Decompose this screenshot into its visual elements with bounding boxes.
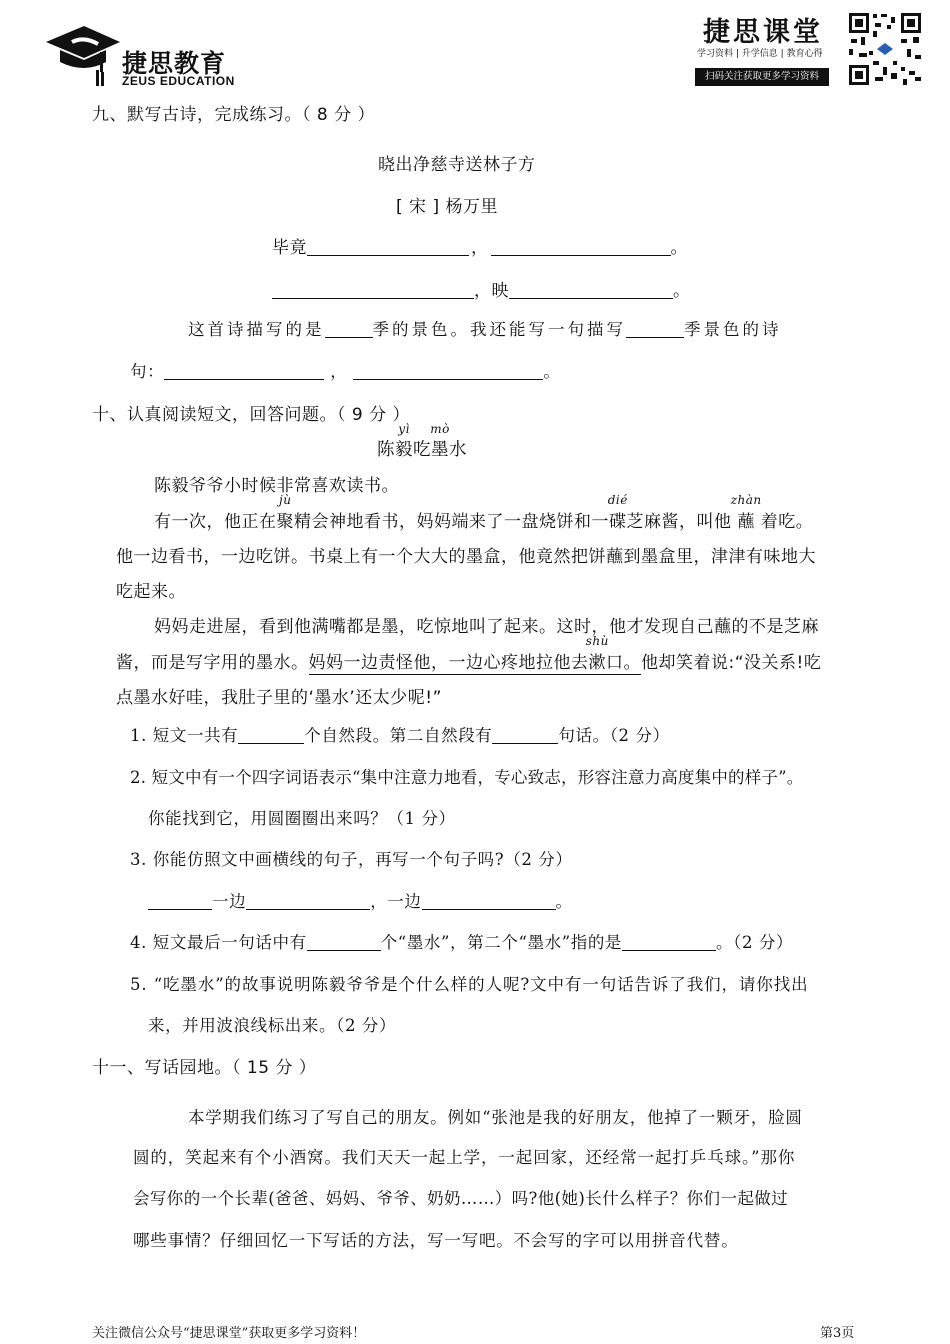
section-10-heading: 十、认真阅读短文，回答问题。（ 9 分 ） — [92, 405, 411, 425]
section-9-heading: 九、默写古诗，完成练习。（ 8 分 ） — [92, 105, 376, 125]
blank-field[interactable] — [246, 893, 370, 911]
passage-p2-line-2: 他一边看书，一边吃饼。书桌上有一个大大的墨盒，他竟然把饼蘸到墨盒里，津津有味地大 — [116, 547, 816, 567]
brand-tag: 教育心得 — [786, 49, 823, 59]
question-text: 季景色的诗 — [684, 320, 782, 339]
passage-text: 芝麻酱，叫他 — [626, 512, 738, 532]
question-text: 4. 短文最后一句话中有 — [130, 933, 307, 952]
logo-cn: 捷思教育 — [122, 49, 227, 78]
poem-line-2 — [272, 276, 691, 301]
passage-text: 酱，而是写字用的墨水。 — [116, 653, 309, 673]
question-text: 句话。（2 分） — [558, 726, 670, 745]
period: 。 — [670, 238, 688, 258]
poem-author: [ 宋 ] 杨万里 — [396, 197, 498, 217]
title-char: 毅 — [395, 440, 413, 460]
pinyin: mò — [430, 422, 450, 436]
blank-field[interactable] — [622, 934, 716, 952]
title-char: 墨 — [431, 440, 449, 460]
writing-prompt-line-4: 哪些事情？仔细回忆一下写话的方法，写一写吧。不会写的字可以用拼音代替。 — [133, 1231, 739, 1250]
passage-text: 有一次，他正在 — [154, 512, 277, 532]
passage-p2-line-1 — [154, 493, 814, 532]
qr-code-icon[interactable] — [847, 11, 923, 87]
question-text: 一边 — [212, 892, 247, 911]
passage-title — [377, 422, 467, 461]
underlined-sentence: 口。 — [606, 653, 641, 673]
poem-question-line-1 — [188, 316, 782, 340]
blank-field[interactable] — [238, 727, 304, 745]
comma: ， — [471, 238, 489, 258]
question-2-line-1: 2. 短文中有一个四字词语表示“集中注意力地看，专心致志，形容注意力高度集中的样子”。 — [130, 768, 804, 787]
ruby-char — [276, 493, 295, 532]
brand-tag: 学习资料 — [697, 49, 734, 59]
passage-text: 着吃。 — [754, 512, 814, 532]
question-text: 1. 短文一共有 — [130, 726, 239, 745]
brand-tag: 升学信息 — [741, 49, 778, 59]
pinyin: shù — [585, 634, 609, 648]
blank-field[interactable] — [325, 321, 373, 339]
question-5-line-1: 5. “吃墨水”的故事说明陈毅爷爷是个什么样的人呢?文中有一句话告诉了我们，请你找出 — [130, 975, 809, 994]
brand-right: 捷思课堂 — [703, 17, 823, 48]
blank-field[interactable] — [272, 281, 474, 299]
passage-text: 碟 — [609, 512, 627, 532]
question-text: 季的景色。我还能写一句描写 — [372, 320, 626, 339]
scan-banner: 扫码关注获取更多学习资料 — [695, 68, 829, 86]
passage-text: 蘸 — [737, 512, 755, 532]
question-text: 句： — [130, 362, 165, 381]
blank-field[interactable] — [626, 321, 684, 339]
ruby-char — [430, 422, 450, 461]
question-5-line-2: 来，并用波浪线标出来。（2 分） — [148, 1016, 397, 1035]
ruby-char — [585, 634, 609, 675]
blank-field[interactable] — [307, 238, 469, 256]
passage-p2-line-3: 吃起来。 — [116, 582, 186, 602]
pinyin: dié — [607, 493, 628, 507]
pinyin: jù — [279, 493, 292, 507]
blank-field[interactable] — [509, 281, 673, 299]
writing-prompt-line-1: 本学期我们练习了写自己的朋友。例如“张池是我的好朋友，他掉了一颗牙，脸圆 — [188, 1108, 803, 1127]
poem-question-line-2 — [130, 358, 560, 382]
poem-line-2-mid: ，映 — [474, 281, 509, 301]
section-11-heading: 十一、写话园地。（ 15 分 ） — [92, 1058, 317, 1078]
ruby-char — [730, 493, 762, 532]
poem-title: 晓出净慈寺送林子方 — [378, 155, 536, 175]
question-text: 个自然段。第二自然段有 — [304, 726, 493, 745]
question-text: ，一边 — [370, 892, 422, 911]
period: 。 — [543, 362, 561, 381]
question-text: 。 — [555, 892, 573, 911]
writing-prompt-line-3: 会写你的一个长辈(爸爸、妈妈、爷爷、奶奶……）吗?他(她)长什么样子？你们一起做过 — [133, 1189, 789, 1208]
question-text: 。（2 分） — [716, 933, 794, 952]
logo-en: ZEUS EDUCATION — [122, 74, 235, 88]
question-2-line-2: 你能找到它，用圆圈圈出来吗？（1 分） — [148, 809, 456, 828]
title-char: 水 — [449, 440, 467, 460]
passage-text: 他却笑着说:“没关系!吃 — [641, 653, 822, 673]
pinyin: zhàn — [730, 493, 762, 507]
ruby-char — [607, 493, 628, 532]
pinyin: yì — [398, 422, 410, 436]
passage-text: 聚 — [276, 512, 294, 532]
blank-field[interactable] — [307, 934, 381, 952]
page-number: 第3页 — [820, 1326, 855, 1341]
question-3: 3. 你能仿照文中画横线的句子，再写一个句子吗?（2 分） — [130, 850, 573, 869]
poem-line-1-start: 毕竟 — [272, 238, 307, 258]
poem-line-1 — [272, 233, 688, 258]
ruby-char — [395, 422, 413, 461]
blank-field[interactable] — [353, 363, 543, 381]
title-char: 吃 — [413, 440, 431, 460]
blank-field[interactable] — [148, 893, 212, 911]
brand-tags: 学习资料 | 升学信息 | 教育心得 — [697, 49, 823, 59]
passage-p1: 陈毅爷爷小时候非常喜欢读书。 — [154, 476, 399, 496]
blank-field[interactable] — [492, 727, 558, 745]
question-text: 个“墨水”，第二个“墨水”指的是 — [380, 933, 623, 952]
question-3-answer — [148, 888, 573, 912]
comma: ， — [330, 362, 348, 381]
passage-text: 漱 — [588, 653, 606, 673]
logo — [44, 22, 244, 92]
passage-p3-line-2 — [116, 634, 822, 675]
question-1 — [130, 722, 670, 746]
passage-text: 精会神地看书，妈妈端来了一盘烧饼和一 — [294, 512, 609, 532]
blank-field[interactable] — [164, 363, 324, 381]
blank-field[interactable] — [491, 238, 671, 256]
passage-p3-line-1: 妈妈走进屋，看到他满嘴都是墨，吃惊地叫了起来。这时，他才发现自己蘸的不是芝麻 — [154, 617, 819, 637]
question-text: 这首诗描写的是 — [188, 320, 325, 339]
period: 。 — [673, 281, 691, 301]
writing-prompt-line-2: 圆的，笑起来有个小酒窝。我们天天一起上学，一起回家，还经常一起打乒乓球。”那你 — [133, 1148, 796, 1167]
footer-note: 关注微信公众号“捷思课堂”获取更多学习资料！ — [92, 1326, 366, 1341]
title-char: 陈 — [377, 440, 395, 460]
question-4 — [130, 929, 793, 953]
blank-field[interactable] — [422, 893, 556, 911]
passage-p3-line-3: 点墨水好哇，我肚子里的‘墨水’还太少呢!” — [116, 688, 442, 708]
graduation-cap-icon — [44, 22, 120, 88]
underlined-sentence: 妈妈一边责怪他，一边心疼地拉他去 — [308, 653, 589, 673]
